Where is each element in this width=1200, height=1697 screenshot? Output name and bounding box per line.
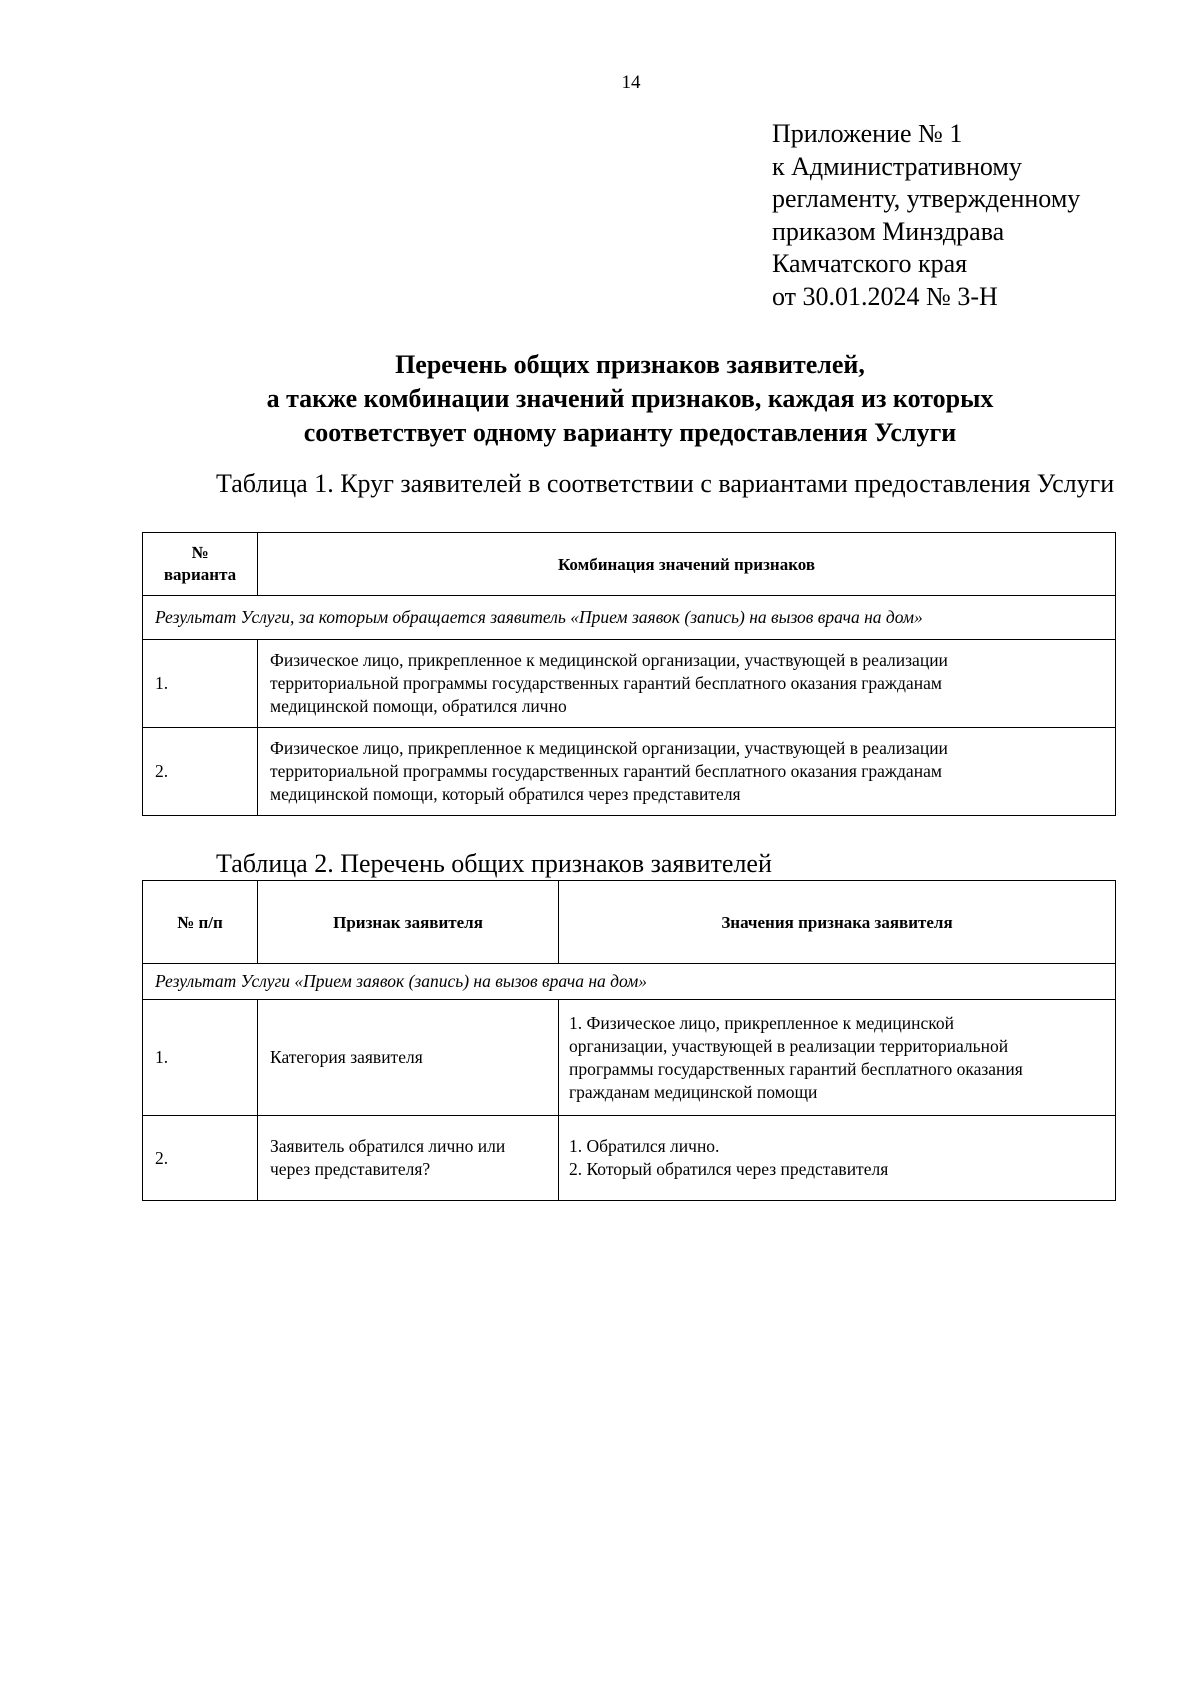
cell-line: 1. Физическое лицо, прикрепленное к медицинской (569, 1012, 954, 1033)
cell-line: Физическое лицо, прикрепленное к медицинской организации, участвующей в реализации (270, 738, 948, 758)
cell-line: программы государственных гарантий бесплатного оказания (569, 1058, 1023, 1079)
cell-line: гражданам медицинской помощи (569, 1081, 818, 1102)
header-number: № п/п (143, 881, 258, 964)
document-title (142, 348, 1118, 450)
title-line: а также комбинации значений признаков, каждая из которых (266, 384, 994, 413)
row-values (559, 1116, 1116, 1201)
header-values: Значения признака заявителя (559, 881, 1116, 964)
table-row (143, 640, 1116, 728)
page-number: 14 (621, 72, 641, 93)
appendix-line: к Административному (772, 151, 1022, 181)
cell-line: медицинской помощи, обратился лично (270, 696, 567, 716)
title-line: Перечень общих признаков заявителей, (395, 350, 865, 379)
cell-line: медицинской помощи, который обратился через представителя (270, 784, 741, 804)
appendix-block (772, 118, 1080, 313)
row-number: 2. (143, 1116, 258, 1201)
appendix-line: приказом Минздрава (772, 216, 1005, 246)
table-result-row (143, 596, 1116, 640)
table2 (142, 880, 1116, 1201)
table1 (142, 532, 1116, 816)
cell-line: 2. Который обратился через представителя (569, 1159, 889, 1179)
row-combination (258, 728, 1116, 816)
table1-caption: Таблица 1. Круг заявителей в соответствии с вариантами предоставления Услуги (216, 469, 1115, 498)
row-number: 1. (143, 1000, 258, 1116)
result-cell: Результат Услуги, за которым обращается заявитель «Прием заявок (запись) на вызов врача на дом» (143, 596, 1116, 640)
appendix-line: Приложение № 1 (772, 119, 963, 148)
table-row (143, 1000, 1116, 1116)
table-header-row (143, 881, 1116, 964)
result-cell: Результат Услуги «Прием заявок (запись) на вызов врача на дом» (143, 964, 1116, 1000)
table-header-row (143, 533, 1116, 596)
table-row (143, 728, 1116, 816)
cell-line: через представителя? (270, 1159, 431, 1179)
cell-line: территориальной программы государственных гарантий бесплатного оказания гражданам (270, 761, 942, 781)
table-row (143, 1116, 1116, 1201)
row-number: 2. (143, 728, 258, 816)
cell-line: Заявитель обратился лично или (270, 1136, 506, 1156)
header-feature: Признак заявителя (258, 881, 559, 964)
header-combination: Комбинация значений признаков (258, 533, 1116, 596)
cell-line: Физическое лицо, прикрепленное к медицинской организации, участвующей в реализации (270, 650, 948, 670)
table2-caption: Таблица 2. Перечень общих признаков заявителей (216, 849, 772, 878)
cell-line: территориальной программы государственных гарантий бесплатного оказания гражданам (270, 673, 942, 693)
row-combination (258, 640, 1116, 728)
row-values (559, 1000, 1116, 1116)
row-number: 1. (143, 640, 258, 728)
header-text: № (191, 543, 209, 562)
appendix-line: регламенту, утвержденному (772, 184, 1081, 213)
appendix-line: от 30.01.2024 № 3-Н (772, 281, 998, 311)
row-feature (258, 1000, 559, 1116)
cell-line: организации, участвующей в реализации территориальной (569, 1035, 1009, 1056)
table-result-row (143, 964, 1116, 1000)
header-text: варианта (163, 565, 237, 584)
appendix-line: Камчатского края (772, 249, 968, 278)
cell-line: Категория заявителя (270, 1047, 423, 1067)
cell-line: 1. Обратился лично. (569, 1136, 720, 1156)
title-line: соответствует одному варианту предоставления Услуги (303, 418, 957, 447)
row-feature (258, 1116, 559, 1201)
header-variant-number (143, 533, 258, 596)
